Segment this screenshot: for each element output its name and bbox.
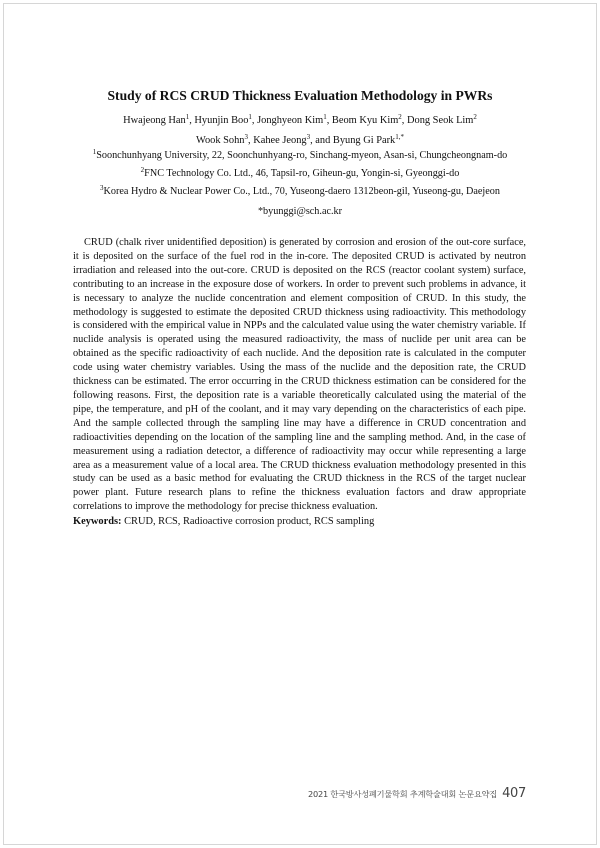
affiliation-text: FNC Technology Co. Ltd., 46, Tapsil-ro, Giheun-gu, Yongin-si, Gyeonggi-do bbox=[144, 168, 460, 179]
page-footer bbox=[308, 786, 526, 801]
author-name: Wook Sohn bbox=[195, 135, 245, 146]
page-number: 407 bbox=[502, 786, 526, 801]
author-name: Dong Seok Lim bbox=[407, 115, 474, 126]
author-line-1: Hwajeong Han$^1$, Hyunjin Boo$^1$, Jonghyeon Kim$^1$, Beom Kyu Kim$^2$, Dong Seok Lim$^2$ bbox=[123, 113, 477, 126]
author-list bbox=[60, 111, 540, 151]
author-name: Jonghyeon Kim bbox=[257, 115, 324, 126]
affiliation-text: Korea Hydro & Nuclear Power Co., Ltd., 70, Yuseong-daero 1312beon-gil, Yuseong-gu, Daejeon bbox=[103, 186, 500, 197]
author-sup: 3 bbox=[306, 133, 311, 141]
affiliation-sup: 1 bbox=[92, 148, 97, 156]
author-sup: 2 bbox=[398, 113, 402, 121]
author-name: Beom Kyu Kim bbox=[331, 115, 399, 126]
author-sup: 2 bbox=[473, 113, 477, 121]
author-line-2: Wook Sohn$^3$, Kahee Jeong$^3$, and Byung Gi Park$^{1,*}$ bbox=[195, 133, 404, 146]
author-sup: 1 bbox=[248, 113, 252, 121]
proceedings-title: 2021 한국방사성폐기물학회 추계학술대회 논문요약집 bbox=[307, 789, 498, 799]
affiliation-sup: 2 bbox=[140, 166, 145, 174]
author-name: Hwajeong Han bbox=[123, 115, 186, 126]
affiliation-sup: 3 bbox=[100, 184, 104, 192]
author-sup: 1,* bbox=[395, 133, 404, 141]
author-name: Kahee Jeong bbox=[253, 135, 307, 146]
affiliation-text: Soonchunhyang University, 22, Soonchunhyang-ro, Sinchang-myeon, Asan-si, Chungcheongnam-do bbox=[96, 150, 508, 161]
author-sup: 1 bbox=[323, 113, 327, 121]
affiliation-1 bbox=[40, 150, 560, 161]
affiliation-3 bbox=[40, 186, 560, 197]
paper-title: Study of RCS CRUD Thickness Evaluation Methodology in PWRs bbox=[107, 88, 493, 103]
keywords-line bbox=[73, 516, 526, 527]
affiliation-2 bbox=[40, 168, 560, 179]
author-name: Hyunjin Boo bbox=[194, 115, 249, 126]
keywords-list: CRUD, RCS, Radioactive corrosion product, RCS sampling bbox=[124, 516, 375, 527]
corresponding-email: *byunggi@sch.ac.kr bbox=[257, 206, 343, 217]
abstract-body: CRUD (chalk river unidentified deposition) is generated by corrosion and erosion of the out-core surface, it is deposited on the surface of the fuel rod in the in-core. The deposited CRUD is activated by neutron irradiation and released into the out-core. CRUD is deposited on the RCS (reactor coolant system) surface, contributing to an increase in the exposure dose of workers. In order to prevent such problems in advance, it is necessary to analyze the nuclide concentration and element composition of CRUD. In this study, the methodology is suggested to estimate the deposited CRUD thickness using radioactivity. This methodology is considered with the empirical value in NPPs and the calculated value using the water chemistry variable. If nuclide analysis is operated using the measured radioactivity, the mass of nuclide per unit area can be obtained as the specific radioactivity of each nuclide. And the deposition rate is calculated in the computer code using water chemistry variables. Using the mass of the nuclide and the deposition rate, the CRUD thickness can be estimated. The error occurring in the CRUD thickness estimation can be considered for the following reasons. First, the deposition rate is a variable theoretically calculated using the material of the pipe, the temperature, and pH of the coolant, and it may vary depending on the characteristics of each pipe. And the sample collected through the sampling line may have a difference in CRUD concentration and radioactivities depending on the location of the sampling line and the sampling method. And, in the case of measurement using a radiation detector, a difference of radioactivity may occur while representing a large area as a measurement value of a local area. The CRUD thickness evaluation methodology presented in this study can be used as a basic method for evaluating the CRUD thickness in the RCS of the target nuclear power plant. Future research plans to refine the thickness evaluation factors and draw appropriate correlations to improve the methodology for precise thickness evaluation. bbox=[73, 237, 526, 513]
author-sup: 1 bbox=[185, 113, 190, 121]
keywords-label: Keywords: bbox=[73, 516, 122, 527]
author-sup: 3 bbox=[244, 133, 249, 141]
author-name: Byung Gi Park bbox=[332, 135, 396, 146]
